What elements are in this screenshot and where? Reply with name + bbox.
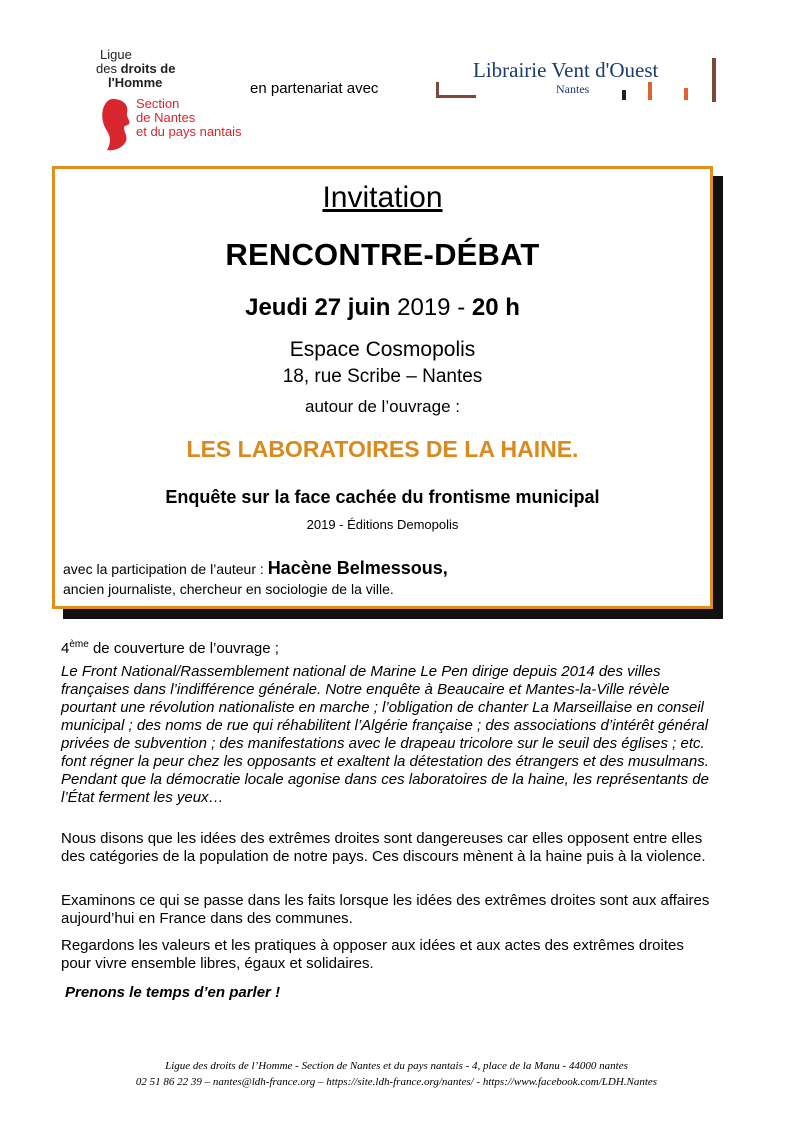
partner-text: en partenariat avec <box>250 80 379 97</box>
ldh-line2 <box>96 62 175 76</box>
book-edition: 2019 - Éditions Demopolis <box>306 517 459 532</box>
ldh-line1: Ligue <box>100 47 132 62</box>
librairie-name: Librairie Vent d'Ouest <box>473 58 659 82</box>
event-heading: RENCONTRE-DÉBAT <box>225 237 540 272</box>
event-address: 18, rue Scribe – Nantes <box>282 366 483 387</box>
event-date-day: Jeudi 27 juin <box>245 294 391 321</box>
ldh-line2-bold: droits de <box>120 61 176 76</box>
book-title: LES LABORATOIRES DE LA HAINE. <box>186 436 579 462</box>
quatrieme-label <box>61 636 711 658</box>
quatrieme-rest: de couverture de l’ouvrage ; <box>88 640 279 657</box>
invitation-box <box>52 166 713 609</box>
quatrieme-sup: ème <box>69 639 89 650</box>
paragraph-2: Examinons ce qui se passe dans les faits lorsque les idées des extrêmes droites sont aux affaires aujourd’hui en France dans des communes. <box>61 892 710 927</box>
quatrieme-num: 4 <box>61 640 70 657</box>
paragraph-3: Regardons les valeurs et les pratiques à opposer aux idées et aux actes des extrêmes droites pour vivre ensemble libres, égaux et solidaires. <box>61 937 684 972</box>
ldh-section-text <box>136 97 242 139</box>
book-subtitle: Enquête sur la face cachée du frontisme municipal <box>165 487 600 507</box>
event-place: Espace Cosmopolis <box>289 338 476 361</box>
event-time: 20 h <box>471 294 520 321</box>
ldh-logo-text <box>96 48 175 90</box>
author-description: ancien journaliste, chercheur en sociologie de la ville. <box>63 581 394 597</box>
librairie-city: Nantes <box>556 82 590 96</box>
book-quote: Le Front National/Rassemblement national de Marine Le Pen dirige depuis 2014 des villes françaises dans l’indifférence générale. Notre enquête à Beaucaire et Mantes-la-Ville révèle pourtant une révolution nationaliste en marche ; l’obligation de chanter La Marseillaise en conseil municipal ; des noms de rue qui réhabilitent l’Algérie française ; des associations d’intérêt général privées de subvention ; des manifestations avec le drapeau tricolore sur le seuil des églises ; etc. font régner la peur chez les opposants et exaltent la détestation des étrangers et des musulmans. Pendant que la démocratie locale agonise dans ces laboratoires de la haine, les représentants de l’État ferment les yeux… <box>61 663 709 806</box>
author-line <box>63 558 448 579</box>
invitation-title: Invitation <box>322 181 443 214</box>
ldh-profile-icon <box>99 97 135 153</box>
footer-address: Ligue des droits de l’Homme - Section de Nantes et du pays nantais - 4, place de la Manu - 44000 nantes <box>165 1060 628 1072</box>
paragraph-1: Nous disons que les idées des extrêmes droites sont dangereuses car elles opposent entre elles des catégories de la population de notre pays. Ces discours mènent à la haine puis à la violence. <box>61 830 706 865</box>
ldh-line2-pre: des <box>96 61 121 76</box>
ldh-section2: de Nantes <box>136 110 196 125</box>
librairie-logo-bars <box>436 56 726 104</box>
author-name: Hacène Belmessous, <box>267 558 448 578</box>
ldh-section3: et du pays nantais <box>136 124 242 139</box>
footer-contact: 02 51 86 22 39 – nantes@ldh-france.org – https://site.ldh-france.org/nantes/ - https://www.facebook.com/LDH.Nantes <box>135 1076 658 1088</box>
event-around: autour de l’ouvrage : <box>305 397 460 416</box>
ldh-line3: l'Homme <box>108 75 163 90</box>
participation-label: avec la participation de l’auteur : <box>63 561 268 577</box>
event-date <box>55 294 710 322</box>
ldh-section1: Section <box>136 96 180 111</box>
event-date-year: 2019 - <box>390 294 472 321</box>
closing-line: Prenons le temps d’en parler ! <box>65 984 281 1001</box>
